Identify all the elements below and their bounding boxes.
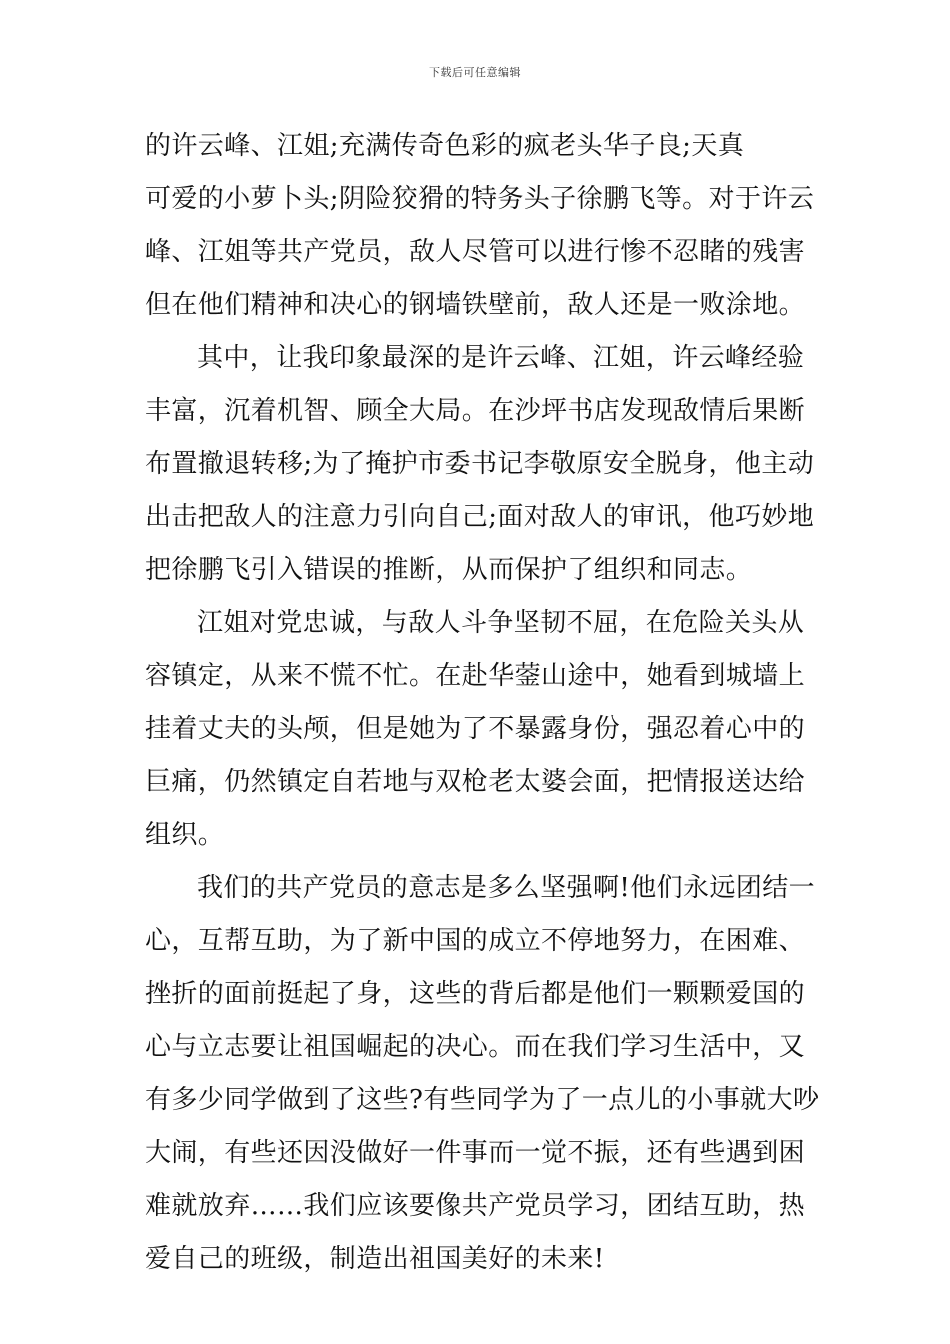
text-line: 爱自己的班级，制造出祖国美好的未来! (145, 1244, 605, 1274)
text-line: 难就放弃……我们应该要像共产党员学习，团结互助，热 (145, 1191, 806, 1221)
page-header: 下载后可任意编辑 (429, 66, 521, 79)
text-line: 其中，让我印象最深的是许云峰、江姐，许云峰经验 (197, 343, 805, 373)
text-line: 心与立志要让祖国崛起的决心。而在我们学习生活中，又 (145, 1032, 806, 1062)
text-line: 挂着丈夫的头颅，但是她为了不暴露身份，强忍着心中的 (145, 714, 806, 744)
text-line: 有多少同学做到了这些?有些同学为了一点儿的小事就大吵 (145, 1085, 820, 1115)
text-line: 组织。 (145, 820, 225, 850)
text-line: 把徐鹏飞引入错误的推断，从而保护了组织和同志。 (145, 555, 753, 585)
paragraph-4 (145, 862, 820, 1286)
text-line: 巨痛，仍然镇定自若地与双枪老太婆会面，把情报送达给 (145, 767, 806, 797)
paragraph-2 (145, 332, 815, 597)
text-line: 我们的共产党员的意志是多么坚强啊!他们永远团结一 (197, 873, 816, 903)
text-line: 但在他们精神和决心的钢墙铁壁前，敌人还是一败涂地。 (145, 290, 806, 320)
text-line: 丰富，沉着机智、顾全大局。在沙坪书店发现敌情后果断 (145, 396, 806, 426)
document-body (145, 120, 820, 1286)
text-line: 心，互帮互助，为了新中国的成立不停地努力，在困难、 (145, 926, 806, 956)
paragraph-1 (145, 120, 815, 332)
text-line: 峰、江姐等共产党员，敌人尽管可以进行惨不忍睹的残害 (145, 237, 806, 267)
text-line: 容镇定，从来不慌不忙。在赴华蓥山途中，她看到城墙上 (145, 661, 806, 691)
paragraph-3 (145, 597, 805, 862)
text-line: 大闹，有些还因没做好一件事而一觉不振，还有些遇到困 (145, 1138, 806, 1168)
text-line: 的许云峰、江姐;充满传奇色彩的疯老头华子良;天真 (145, 131, 745, 161)
text-line: 布置撤退转移;为了掩护市委书记李敬原安全脱身，他主动 (145, 449, 815, 479)
text-line: 挫折的面前挺起了身，这些的背后都是他们一颗颗爱国的 (145, 979, 806, 1009)
text-line: 可爱的小萝卜头;阴险狡猾的特务头子徐鹏飞等。对于许云 (145, 184, 815, 214)
text-line: 出击把敌人的注意力引向自己;面对敌人的审讯，他巧妙地 (145, 502, 815, 532)
text-line: 江姐对党忠诚，与敌人斗争坚韧不屈，在危险关头从 (197, 608, 805, 638)
